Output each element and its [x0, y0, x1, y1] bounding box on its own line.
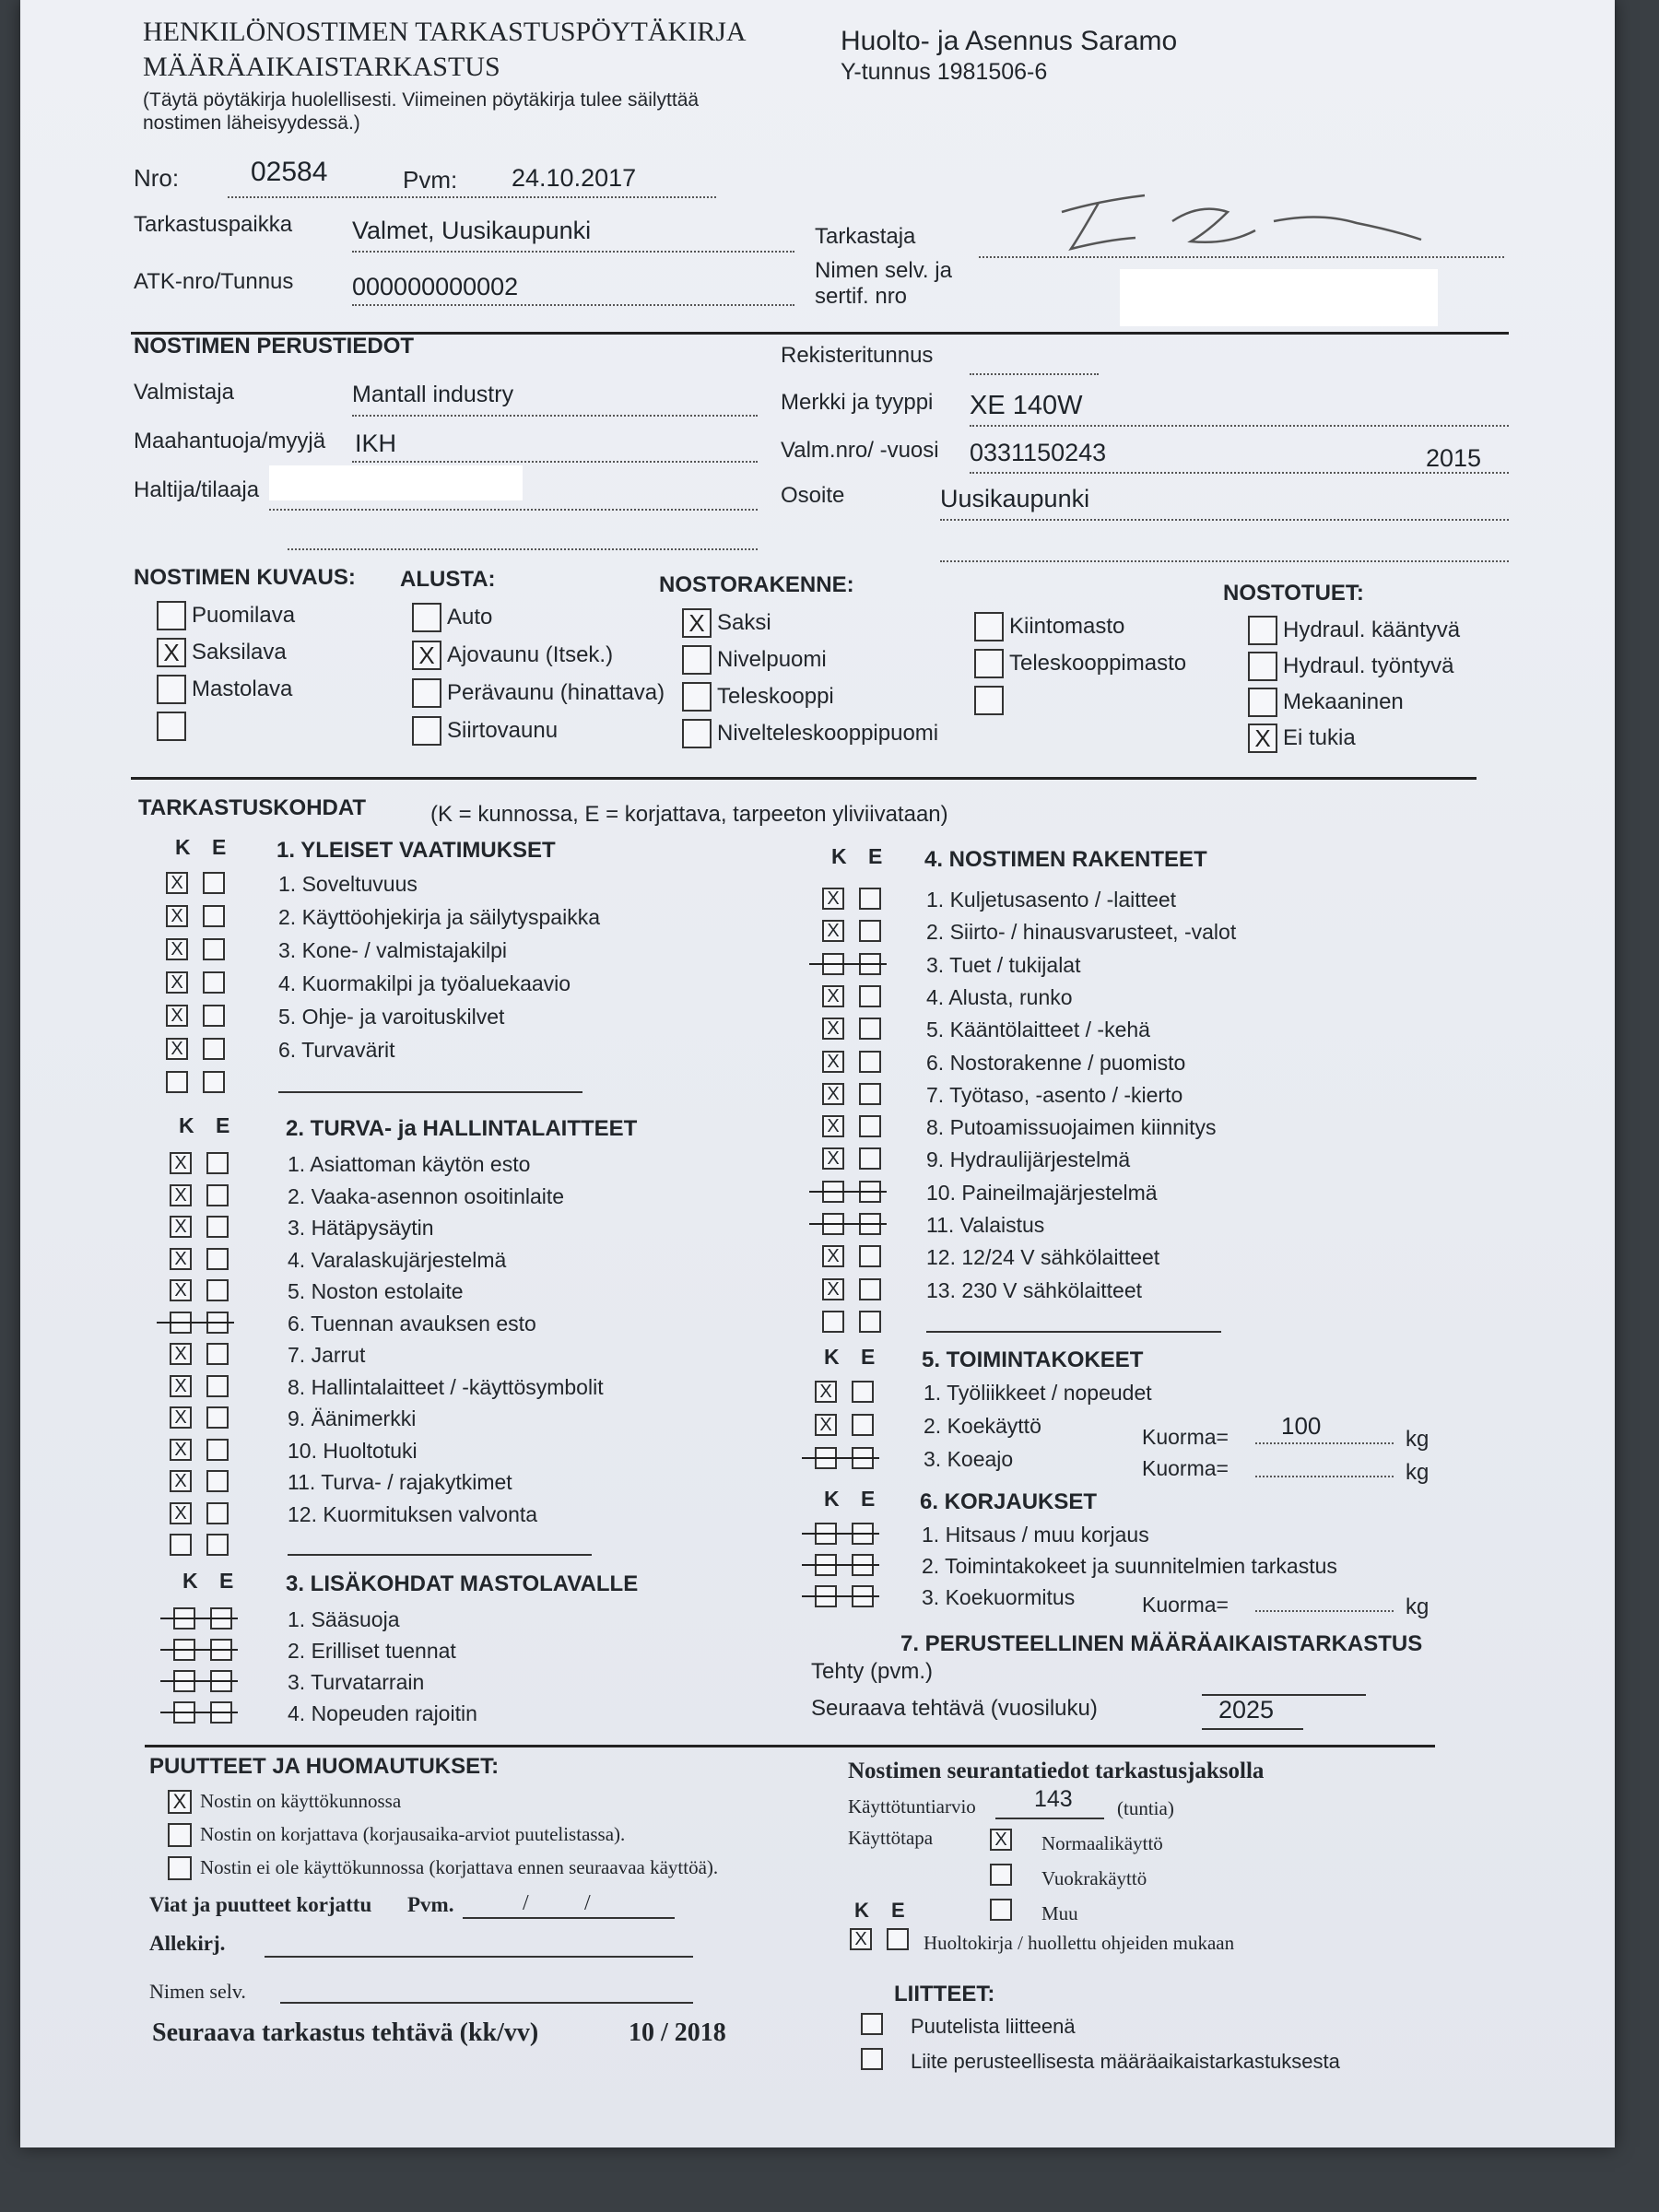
s6-strike-1: [802, 1533, 879, 1535]
s5-title: 5. TOIMINTAKOKEET: [922, 1347, 1144, 1372]
s2-strike-6: [157, 1322, 234, 1324]
s1-k-checkbox-4[interactable]: X: [166, 971, 188, 994]
nro-label: Nro:: [134, 164, 180, 192]
inspector-line: [979, 256, 1504, 258]
attachment-checkbox-1[interactable]: [861, 2013, 883, 2035]
s4-e-checkbox-14[interactable]: [859, 1311, 881, 1333]
s6-e-header: E: [861, 1487, 876, 1511]
kuvaus-heading: NOSTIMEN KUVAUS:: [134, 565, 356, 590]
s4-item-12-12-24-v-sahkolaitteet: 12. 12/24 V sähkölaitteet: [926, 1245, 1160, 1270]
s3-strike-4: [160, 1712, 238, 1713]
alusta-checkbox-ajovaunu-itsek[interactable]: X: [412, 641, 441, 670]
tuet-label-mekaaninen: Mekaaninen: [1283, 689, 1404, 714]
address-line-2: [940, 560, 1509, 562]
s5-k-header: K: [824, 1345, 840, 1369]
remarks-checkbox-1[interactable]: X: [168, 1790, 192, 1814]
inspector-label: Tarkastaja: [815, 224, 916, 249]
s2-item-12-kuormituksen-valvonta: 12. Kuormituksen valvonta: [288, 1501, 538, 1526]
s2-k-checkbox-10[interactable]: X: [170, 1439, 192, 1461]
s6-k-header: K: [824, 1487, 840, 1511]
basic-heading: NOSTIMEN PERUSTIEDOT: [134, 334, 415, 359]
tuet-checkbox-mekaaninen[interactable]: [1248, 688, 1277, 717]
rakenne-label-teleskooppi: Teleskooppi: [717, 684, 834, 709]
kuvaus-checkbox-blank-3[interactable]: [157, 712, 186, 741]
usage-checkbox-vuokrakaytto[interactable]: [990, 1864, 1012, 1886]
s4-item-11-valaistus: 11. Valaistus: [926, 1213, 1045, 1237]
s2-k-checkbox-13[interactable]: [170, 1534, 192, 1556]
s1-item-5-ohje-ja-varoituskilvet: 5. Ohje- ja varoituskilvet: [278, 1005, 505, 1029]
s6-title: 6. KORJAUKSET: [920, 1489, 1098, 1514]
inspector-signature: [1043, 184, 1430, 267]
done-label: Tehty (pvm.): [811, 1659, 934, 1684]
nro-value[interactable]: 02584: [251, 157, 328, 187]
s2-item-1-asiattoman-kayton-esto: 1. Asiattoman käytön esto: [288, 1152, 531, 1176]
hours-unit: (tuntia): [1117, 1797, 1174, 1819]
s4-e-checkbox-6[interactable]: [859, 1051, 881, 1073]
remarks-label-2: Nostin on korjattava (korjausaika-arviot puutelistassa).: [200, 1823, 626, 1845]
sign-line[interactable]: [265, 1956, 693, 1958]
kuvaus-label-mastolava: Mastolava: [192, 677, 293, 701]
s4-k-checkbox-2[interactable]: X: [822, 920, 844, 942]
place-line: [352, 251, 794, 253]
s5-item-1-tyoliikkeet-nopeudet: 1. Työliikkeet / nopeudet: [924, 1381, 1152, 1405]
s4-k-checkbox-4[interactable]: X: [822, 985, 844, 1007]
s1-blank-line[interactable]: [278, 1091, 582, 1093]
masto-label-kiintomasto: Kiintomasto: [1009, 614, 1125, 639]
alusta-label-auto: Auto: [447, 605, 493, 629]
service-k-checkbox[interactable]: X: [850, 1928, 872, 1950]
fixed-date-line[interactable]: [463, 1917, 675, 1919]
s2-e-checkbox-3[interactable]: [206, 1216, 229, 1238]
s4-item-3-tuet-tukijalat: 3. Tuet / tukijalat: [926, 952, 1081, 977]
masto-checkbox-kiintomasto[interactable]: [974, 612, 1004, 641]
inspection-form-sheet: [20, 0, 1615, 2147]
masto-checkbox-teleskooppimasto[interactable]: [974, 649, 1004, 678]
s6-strike-3: [802, 1595, 879, 1597]
fixed-label: Viat ja puutteet korjattu: [149, 1893, 372, 1916]
kuorma-line-2: [1255, 1476, 1394, 1477]
s2-e-checkbox-5[interactable]: [206, 1279, 229, 1301]
alusta-checkbox-peravaunu-hinattava[interactable]: [412, 678, 441, 708]
s2-e-checkbox-2[interactable]: [206, 1184, 229, 1206]
company-ytunnus: Y-tunnus 1981506-6: [841, 59, 1048, 85]
s4-item-9-hydraulijarjestelma: 9. Hydraulijärjestelmä: [926, 1147, 1131, 1172]
s1-k-checkbox-3[interactable]: X: [166, 938, 188, 960]
s2-k-checkbox-2[interactable]: X: [170, 1184, 192, 1206]
s6-item-1-hitsaus-muu-korjaus: 1. Hitsaus / muu korjaus: [922, 1523, 1149, 1547]
rakenne-heading: NOSTORAKENNE:: [659, 572, 854, 597]
name-label-2: sertif. nro: [815, 284, 908, 309]
pvm-value[interactable]: 24.10.2017: [512, 164, 637, 192]
s5-e-checkbox-2[interactable]: [852, 1414, 874, 1436]
s2-item-2-vaaka-asennon-osoitinlaite: 2. Vaaka-asennon osoitinlaite: [288, 1183, 565, 1208]
s2-blank-line[interactable]: [288, 1554, 592, 1556]
s3-strike-3: [160, 1680, 238, 1682]
hours-line: [995, 1818, 1104, 1819]
s2-e-checkbox-1[interactable]: [206, 1152, 229, 1174]
s6-item-2-toimintakokeet-ja-suunnitelmien-tarkastus: 2. Toimintakokeet ja suunnitelmien tarkastus: [922, 1554, 1337, 1578]
s4-strike-10: [809, 1191, 887, 1193]
s4-e-checkbox-4[interactable]: [859, 985, 881, 1007]
kg-label-2: kg: [1406, 1460, 1430, 1485]
atk-line: [352, 304, 794, 306]
divider-inspection: [131, 777, 1477, 780]
company-name: Huolto- ja Asennus Saramo: [841, 26, 1178, 56]
name-line[interactable]: [280, 2002, 693, 2004]
s1-k-checkbox-2[interactable]: X: [166, 905, 188, 927]
s2-k-checkbox-12[interactable]: X: [170, 1502, 192, 1524]
s1-e-checkbox-1[interactable]: [203, 872, 225, 894]
s4-k-checkbox-12[interactable]: X: [822, 1245, 844, 1267]
s3-item-2-erilliset-tuennat: 2. Erilliset tuennat: [288, 1639, 456, 1663]
brand-line: [970, 425, 1509, 427]
kuvaus-label-puomilava: Puomilava: [192, 603, 296, 628]
s4-item-2-siirto-hinausvarusteet-valot: 2. Siirto- / hinausvarusteet, -valot: [926, 920, 1237, 945]
reg-line: [970, 373, 1099, 375]
s1-item-6-turvavarit: 6. Turvavärit: [278, 1038, 395, 1062]
s1-e-header: E: [212, 835, 227, 859]
s2-item-3-hatapysaytin: 3. Hätäpysäytin: [288, 1216, 434, 1240]
s1-item-3-kone-valmistajakilpi: 3. Kone- / valmistajakilpi: [278, 938, 507, 962]
s5-k-checkbox-2[interactable]: X: [815, 1414, 837, 1436]
rakenne-label-nivelteleskooppipuomi: Nivelteleskooppipuomi: [717, 721, 939, 746]
s6-strike-2: [802, 1564, 879, 1566]
fixed-date-sep-2: /: [584, 1891, 591, 1915]
form-title: HENKILÖNOSTIMEN TARKASTUSPÖYTÄKIRJA: [143, 17, 747, 47]
kuvaus-label-saksilava: Saksilava: [192, 640, 287, 665]
service-e-checkbox[interactable]: [887, 1928, 909, 1950]
s5-k-checkbox-1[interactable]: X: [815, 1381, 837, 1403]
s4-e-checkbox-2[interactable]: [859, 920, 881, 942]
s1-k-checkbox-5[interactable]: X: [166, 1005, 188, 1027]
next-inspection-label: Seuraava tarkastus tehtävä (kk/vv): [152, 2018, 539, 2047]
serial-value[interactable]: 0331150243: [970, 439, 1107, 466]
tracking-k-header: K: [854, 1899, 869, 1922]
next-inspection-value[interactable]: 10 / 2018: [629, 2018, 726, 2047]
importer-line: [352, 461, 758, 463]
s2-e-checkbox-13[interactable]: [206, 1534, 229, 1556]
s2-item-9-aanimerkki: 9. Äänimerkki: [288, 1406, 417, 1430]
masto-label-teleskooppimasto: Teleskooppimasto: [1009, 651, 1187, 676]
s1-e-checkbox-6[interactable]: [203, 1038, 225, 1060]
s4-k-checkbox-8[interactable]: X: [822, 1115, 844, 1137]
remarks-label-1: Nostin on käyttökunnossa: [200, 1790, 402, 1812]
service-label: Huoltokirja / huollettu ohjeiden mukaan: [924, 1932, 1235, 1954]
s4-strike-11: [809, 1223, 887, 1225]
alusta-label-siirtovaunu: Siirtovaunu: [447, 718, 559, 743]
s2-e-checkbox-10[interactable]: [206, 1439, 229, 1461]
s3-k-header: K: [182, 1569, 198, 1593]
address-label: Osoite: [781, 483, 845, 508]
s2-k-header: K: [179, 1113, 194, 1137]
s4-item-6-nostorakenne-puomisto: 6. Nostorakenne / puomisto: [926, 1050, 1186, 1075]
next-year-line: [1202, 1728, 1303, 1730]
s6-item-3-koekuormitus: 3. Koekuormitus: [922, 1585, 1076, 1609]
s7-title: 7. PERUSTEELLINEN MÄÄRÄAIKAISTARKASTUS: [900, 1631, 1423, 1656]
atk-value[interactable]: 000000000002: [352, 273, 519, 300]
s2-title: 2. TURVA- ja HALLINTALAITTEET: [286, 1116, 638, 1141]
s2-e-checkbox-4[interactable]: [206, 1248, 229, 1270]
s2-k-checkbox-11[interactable]: X: [170, 1470, 192, 1492]
s2-item-5-noston-estolaite: 5. Noston estolaite: [288, 1279, 464, 1303]
redacted-name: [1120, 269, 1438, 326]
s4-k-header: K: [831, 844, 847, 868]
tuet-label-hydraul-kaantyva: Hydraul. kääntyvä: [1283, 618, 1461, 642]
usage-label-normaalikaytto: Normaalikäyttö: [1041, 1832, 1163, 1854]
s2-item-6-tuennan-avauksen-esto: 6. Tuennan avauksen esto: [288, 1311, 536, 1335]
usage-label-muu: Muu: [1041, 1902, 1078, 1924]
s1-item-2-kayttoohjekirja-ja-sailytyspaikka: 2. Käyttöohjekirja ja säilytyspaikka: [278, 905, 600, 929]
remarks-checkbox-2[interactable]: [168, 1823, 192, 1847]
s2-item-4-varalaskujarjestelma: 4. Varalaskujärjestelmä: [288, 1247, 507, 1272]
s1-k-checkbox-7[interactable]: [166, 1071, 188, 1093]
s4-e-checkbox-5[interactable]: [859, 1018, 881, 1040]
alusta-checkbox-siirtovaunu[interactable]: [412, 716, 441, 746]
kuvaus-checkbox-saksilava[interactable]: X: [157, 638, 186, 667]
s4-item-13-230-v-sahkolaitteet: 13. 230 V sähkölaitteet: [926, 1277, 1142, 1302]
s2-e-checkbox-8[interactable]: [206, 1375, 229, 1397]
s1-title: 1. YLEISET VAATIMUKSET: [276, 838, 556, 863]
s2-k-checkbox-8[interactable]: X: [170, 1375, 192, 1397]
fixed-date-sep-1: /: [523, 1891, 529, 1915]
s2-k-checkbox-5[interactable]: X: [170, 1279, 192, 1301]
rakenne-checkbox-nivelteleskooppipuomi[interactable]: [682, 719, 712, 748]
year-value[interactable]: 2015: [1426, 444, 1482, 472]
s1-k-header: K: [175, 835, 191, 859]
s4-item-5-kaantolaitteet-keha: 5. Kääntölaitteet / -kehä: [926, 1018, 1150, 1042]
s3-strike-2: [160, 1649, 238, 1651]
maker-value[interactable]: Mantall industry: [352, 382, 514, 407]
rakenne-checkbox-teleskooppi[interactable]: [682, 682, 712, 712]
divider-remarks: [145, 1745, 1435, 1747]
s2-item-10-huoltotuki: 10. Huoltotuki: [288, 1438, 418, 1463]
s2-e-checkbox-12[interactable]: [206, 1502, 229, 1524]
kuorma-label-3: Kuorma=: [1142, 1593, 1229, 1617]
owner-line: [269, 509, 758, 511]
maker-label: Valmistaja: [134, 380, 234, 405]
s2-e-checkbox-7[interactable]: [206, 1343, 229, 1365]
tuet-label-ei-tukia: Ei tukia: [1283, 725, 1356, 750]
s4-item-7-tyotaso-asento-kierto: 7. Työtaso, -asento / -kierto: [926, 1082, 1183, 1107]
s2-k-checkbox-1[interactable]: X: [170, 1152, 192, 1174]
hours-value[interactable]: 143: [1034, 1786, 1073, 1812]
remarks-heading: PUUTTEET JA HUOMAUTUKSET:: [149, 1754, 500, 1779]
s4-k-checkbox-14[interactable]: [822, 1311, 844, 1333]
brand-value[interactable]: XE 140W: [970, 391, 1083, 420]
tuet-checkbox-ei-tukia[interactable]: X: [1248, 724, 1277, 753]
next-year-label: Seuraava tehtävä (vuosiluku): [811, 1696, 1098, 1721]
name-label: Nimen selv.: [149, 1980, 246, 2003]
kuvaus-checkbox-mastolava[interactable]: [157, 675, 186, 704]
form-subtitle: MÄÄRÄAIKAISTARKASTUS: [143, 52, 500, 82]
tracking-e-header: E: [891, 1899, 905, 1922]
kuorma-line-3: [1255, 1610, 1394, 1612]
next-year-value[interactable]: 2025: [1218, 1696, 1275, 1724]
s4-e-header: E: [868, 844, 883, 868]
s5-e-checkbox-1[interactable]: [852, 1381, 874, 1403]
s4-item-10-paineilmajarjestelma: 10. Paineilmajärjestelmä: [926, 1180, 1158, 1205]
remarks-checkbox-3[interactable]: [168, 1856, 192, 1880]
place-value[interactable]: Valmet, Uusikaupunki: [352, 217, 592, 244]
usage-checkbox-muu[interactable]: [990, 1899, 1012, 1921]
kg-label-3: kg: [1406, 1594, 1430, 1619]
remarks-label-3: Nostin ei ole käyttökunnossa (korjattava ennen seuraavaa käyttöä).: [200, 1856, 719, 1878]
s3-item-4-nopeuden-rajoitin: 4. Nopeuden rajoitin: [288, 1701, 477, 1725]
attachment-label-2: Liite perusteellisesta määräaikaistarkastuksesta: [911, 2050, 1340, 2073]
inspection-legend: (K = kunnossa, E = korjattava, tarpeeton yliviivataan): [430, 802, 948, 827]
sign-label: Allekirj.: [149, 1932, 226, 1955]
usage-label: Käyttötapa: [848, 1827, 934, 1849]
s4-k-checkbox-1[interactable]: X: [822, 888, 844, 910]
kg-label-1: kg: [1406, 1427, 1430, 1452]
s2-item-8-hallintalaitteet-kayttosymbolit: 8. Hallintalaitteet / -käyttösymbolit: [288, 1374, 604, 1399]
s4-k-checkbox-5[interactable]: X: [822, 1018, 844, 1040]
usage-checkbox-normaalikaytto[interactable]: X: [990, 1829, 1012, 1851]
s4-title: 4. NOSTIMEN RAKENTEET: [924, 847, 1207, 872]
inspection-heading: TARKASTUSKOHDAT: [138, 795, 367, 820]
s3-item-3-turvatarrain: 3. Turvatarrain: [288, 1670, 425, 1694]
s5-strike-3: [802, 1457, 879, 1459]
s4-k-checkbox-6[interactable]: X: [822, 1051, 844, 1073]
s1-e-checkbox-5[interactable]: [203, 1005, 225, 1027]
address-line: [940, 519, 1509, 521]
s4-k-checkbox-9[interactable]: X: [822, 1147, 844, 1170]
attachments-heading: LIITTEET:: [894, 1982, 995, 2006]
alusta-label-peravaunu-hinattava: Perävaunu (hinattava): [447, 680, 665, 705]
owner-line-2: [288, 548, 758, 550]
s2-k-checkbox-3[interactable]: X: [170, 1216, 192, 1238]
kuorma-label-2: Kuorma=: [1142, 1456, 1229, 1480]
s4-e-checkbox-8[interactable]: [859, 1115, 881, 1137]
s3-strike-1: [160, 1618, 238, 1619]
alusta-label-ajovaunu-itsek: Ajovaunu (Itsek.): [447, 642, 614, 667]
s1-k-checkbox-1[interactable]: X: [166, 872, 188, 894]
form-note-1: (Täytä pöytäkirja huolellisesti. Viimeinen pöytäkirja tulee säilyttää: [143, 89, 700, 111]
s1-item-1-soveltuvuus: 1. Soveltuvuus: [278, 872, 418, 896]
s1-item-4-kuormakilpi-ja-tyoaluekaavio: 4. Kuormakilpi ja työaluekaavio: [278, 971, 571, 995]
usage-label-vuokrakaytto: Vuokrakäyttö: [1041, 1867, 1147, 1889]
s4-e-checkbox-1[interactable]: [859, 888, 881, 910]
serial-line: [970, 472, 1509, 474]
s4-item-4-alusta-runko: 4. Alusta, runko: [926, 984, 1073, 1009]
maker-line: [352, 415, 758, 417]
kuorma-label-1: Kuorma=: [1142, 1425, 1229, 1449]
s4-e-checkbox-7[interactable]: [859, 1083, 881, 1105]
nro-pvm-line: [228, 196, 716, 198]
atk-label: ATK-nro/Tunnus: [134, 269, 294, 294]
s5-item-3-koeajo: 3. Koeajo: [924, 1447, 1014, 1471]
address-value[interactable]: Uusikaupunki: [940, 485, 1090, 512]
attachment-label-1: Puutelista liitteenä: [911, 2015, 1076, 2038]
s3-title: 3. LISÄKOHDAT MASTOLAVALLE: [286, 1571, 639, 1596]
brand-label: Merkki ja tyyppi: [781, 390, 934, 415]
name-label-1: Nimen selv. ja: [815, 258, 952, 283]
s4-e-checkbox-9[interactable]: [859, 1147, 881, 1170]
s1-e-checkbox-2[interactable]: [203, 905, 225, 927]
s5-e-header: E: [861, 1345, 876, 1369]
s2-e-header: E: [216, 1113, 230, 1137]
s4-item-1-kuljetusasento-laitteet: 1. Kuljetusasento / -laitteet: [926, 888, 1177, 912]
alusta-heading: ALUSTA:: [400, 567, 496, 592]
s4-e-checkbox-12[interactable]: [859, 1245, 881, 1267]
s3-item-1-saasuoja: 1. Sääsuoja: [288, 1607, 400, 1631]
tuet-checkbox-hydraul-kaantyva[interactable]: [1248, 616, 1277, 645]
s4-k-checkbox-13[interactable]: X: [822, 1278, 844, 1300]
importer-value[interactable]: IKH: [355, 429, 397, 457]
place-label: Tarkastuspaikka: [134, 212, 293, 237]
s4-k-checkbox-7[interactable]: X: [822, 1083, 844, 1105]
hours-label: Käyttötuntiarvio: [848, 1795, 976, 1818]
redacted-owner: [269, 465, 523, 500]
s2-item-7-jarrut: 7. Jarrut: [288, 1343, 366, 1367]
masto-checkbox-blank-2[interactable]: [974, 686, 1004, 715]
s3-e-header: E: [219, 1569, 234, 1593]
rakenne-label-nivelpuomi: Nivelpuomi: [717, 647, 827, 672]
serial-label: Valm.nro/ -vuosi: [781, 438, 939, 463]
pvm-label: Pvm:: [403, 166, 458, 194]
rakenne-checkbox-saksi[interactable]: X: [682, 608, 712, 638]
s4-strike-3: [809, 963, 887, 965]
reg-label: Rekisteritunnus: [781, 343, 934, 368]
attachment-checkbox-2[interactable]: [861, 2048, 883, 2070]
s2-e-checkbox-9[interactable]: [206, 1406, 229, 1429]
s1-e-checkbox-7[interactable]: [203, 1071, 225, 1093]
s4-e-checkbox-13[interactable]: [859, 1278, 881, 1300]
s1-e-checkbox-4[interactable]: [203, 971, 225, 994]
s2-e-checkbox-11[interactable]: [206, 1470, 229, 1492]
s4-blank-line[interactable]: [926, 1331, 1221, 1333]
s5-item-2-koekaytto: 2. Koekäyttö: [924, 1414, 1041, 1438]
tuet-label-hydraul-tyontyva: Hydraul. työntyvä: [1283, 653, 1454, 678]
s2-k-checkbox-7[interactable]: X: [170, 1343, 192, 1365]
rakenne-label-saksi: Saksi: [717, 610, 771, 635]
kuvaus-checkbox-puomilava[interactable]: [157, 601, 186, 630]
tracking-heading: Nostimen seurantatiedot tarkastusjaksolla: [848, 1759, 1265, 1783]
kuorma-line-1: [1255, 1442, 1394, 1444]
s2-item-11-turva-rajakytkimet: 11. Turva- / rajakytkimet: [288, 1470, 512, 1494]
importer-label: Maahantuoja/myyjä: [134, 429, 326, 453]
s4-item-8-putoamissuojaimen-kiinnitys: 8. Putoamissuojaimen kiinnitys: [926, 1115, 1217, 1140]
rakenne-checkbox-nivelpuomi[interactable]: [682, 645, 712, 675]
s2-k-checkbox-4[interactable]: X: [170, 1248, 192, 1270]
kuorma-value[interactable]: 100: [1281, 1412, 1322, 1440]
s1-k-checkbox-6[interactable]: X: [166, 1038, 188, 1060]
form-note-2: nostimen läheisyydessä.): [143, 112, 360, 134]
s1-e-checkbox-3[interactable]: [203, 938, 225, 960]
s2-k-checkbox-9[interactable]: X: [170, 1406, 192, 1429]
owner-label: Haltija/tilaaja: [134, 477, 260, 502]
fixed-pvm-label: Pvm.: [407, 1893, 454, 1916]
tuet-heading: NOSTOTUET:: [1223, 581, 1364, 606]
tuet-checkbox-hydraul-tyontyva[interactable]: [1248, 652, 1277, 681]
alusta-checkbox-auto[interactable]: [412, 603, 441, 632]
